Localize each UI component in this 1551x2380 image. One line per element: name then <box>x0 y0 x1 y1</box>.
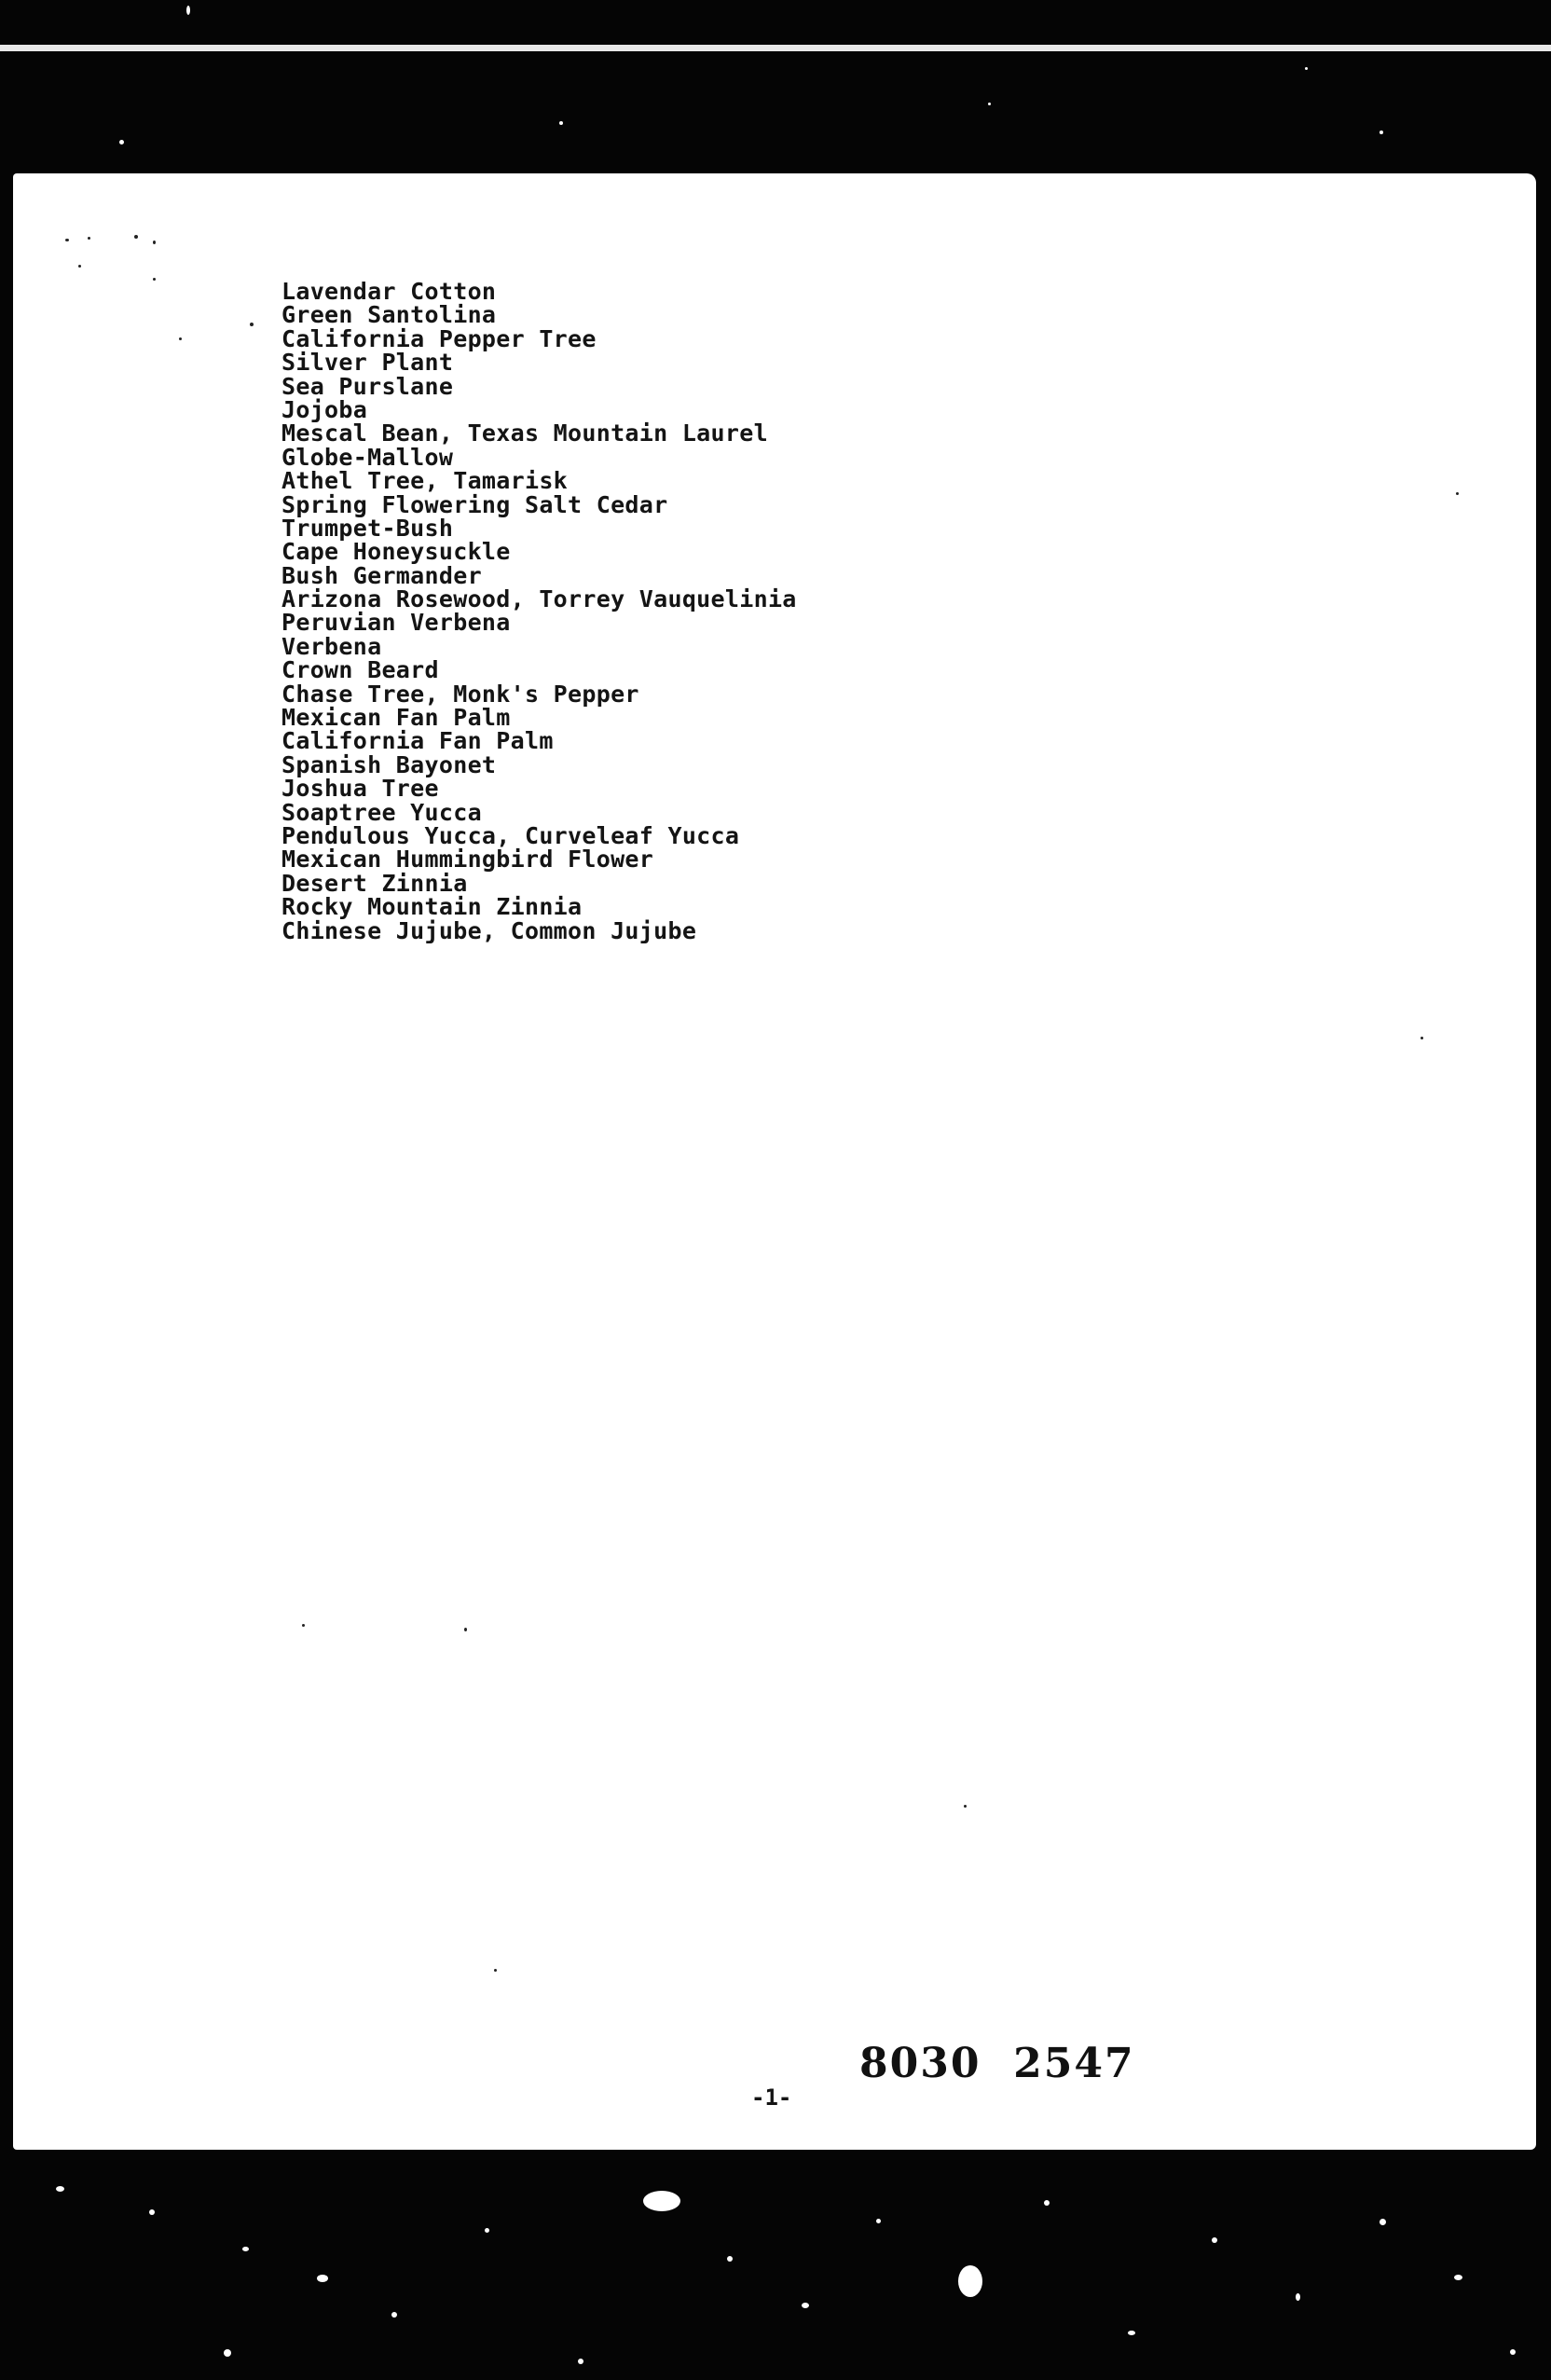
plant-list-item: California Fan Palm <box>281 727 554 755</box>
plant-list-item: Bush Germander <box>281 561 482 589</box>
plant-list-item: Cape Honeysuckle <box>281 538 511 566</box>
plant-list-item: Athel Tree, Tamarisk <box>281 467 569 495</box>
plant-list-item: Soaptree Yucca <box>281 798 482 826</box>
plant-list-item: Spanish Bayonet <box>281 750 497 778</box>
plant-list-item: Rocky Mountain Zinnia <box>281 893 583 921</box>
plant-list-item: Mexican Hummingbird Flower <box>281 846 654 874</box>
plant-list-item: Trumpet-Bush <box>281 514 454 542</box>
plant-list-item: Chinese Jujube, Common Jujube <box>281 916 697 944</box>
plant-list-item: Mexican Fan Palm <box>281 704 511 732</box>
plant-list-item: Pendulous Yucca, Curveleaf Yucca <box>281 821 740 849</box>
plant-list-item: Jojoba <box>281 395 368 423</box>
plant-list-item: Arizona Rosewood, Torrey Vauquelinia <box>281 585 797 613</box>
plant-list-item: Chase Tree, Monk's Pepper <box>281 680 639 708</box>
plant-list-item: Crown Beard <box>281 656 439 684</box>
plant-list-item: Mescal Bean, Texas Mountain Laurel <box>281 420 768 447</box>
plant-list-item: Joshua Tree <box>281 775 439 803</box>
plant-list-item: Silver Plant <box>281 349 454 377</box>
plant-list-item: Peruvian Verbena <box>281 609 511 637</box>
document-id-stamp: 8030 2547 <box>859 2040 1135 2087</box>
plant-list-item: Desert Zinnia <box>281 869 468 897</box>
plant-list-item: Green Santolina <box>281 301 497 329</box>
scan-edge-line <box>0 45 1551 51</box>
plant-list-item: Lavendar Cotton <box>281 278 497 305</box>
plant-name-list <box>281 280 797 942</box>
page-number: -1- <box>751 2084 792 2111</box>
plant-list-item: Globe-Mallow <box>281 443 454 471</box>
plant-list-item: Verbena <box>281 632 382 660</box>
plant-list-item: Sea Purslane <box>281 372 454 400</box>
plant-list-item: California Pepper Tree <box>281 324 597 352</box>
plant-list-item: Spring Flowering Salt Cedar <box>281 490 668 518</box>
